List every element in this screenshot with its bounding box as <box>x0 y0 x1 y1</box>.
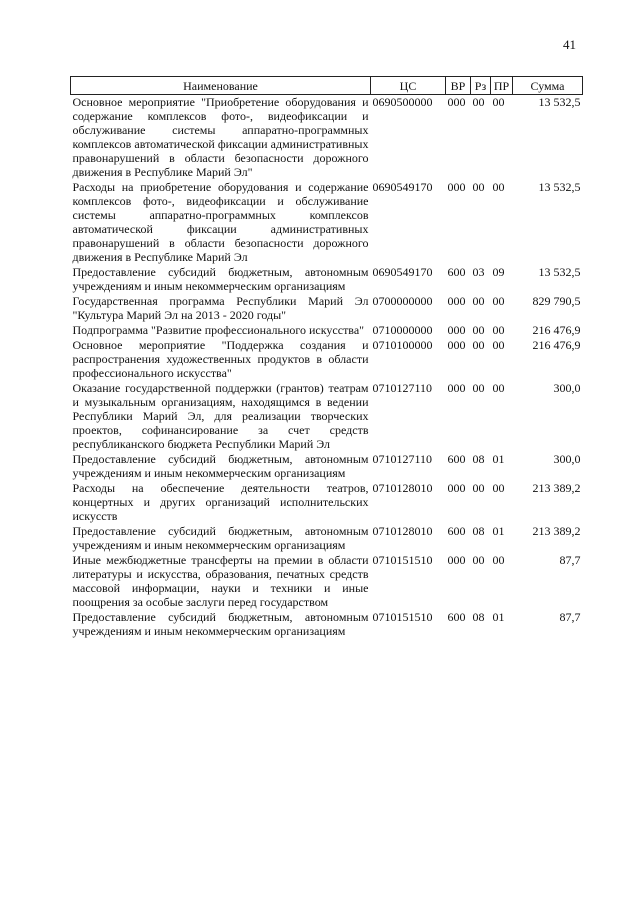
budget-table <box>70 76 583 639</box>
row-cs: 0710128010 <box>372 481 433 495</box>
row-sum: 87,7 <box>559 553 581 567</box>
row-vr: 600 <box>447 524 466 538</box>
row-name: Предоставление субсидий бюджетным, автономным учреждениям и иным некоммерческим организациям <box>72 524 369 552</box>
header-sum: Сумма <box>513 77 583 95</box>
row-name: Расходы на приобретение оборудования и содержание комплексов фото-, видеофиксации и обслуживание системы аппаратно-программных комплексов автоматической фиксации административных правонарушений в области безопасности дорожного движения в Республике Марий Эл <box>72 180 369 264</box>
row-rz: 00 <box>472 481 485 495</box>
table-row <box>71 294 583 323</box>
table-row <box>71 452 583 481</box>
row-name: Основное мероприятие "Приобретение оборудования и содержание комплексов фото-, видеофиксации и обслуживание системы аппаратно-программных комплексов автоматической фиксации административных правонарушений в области безопасности дорожного движения в Республике Марий Эл" <box>72 95 369 179</box>
header-pr: ПР <box>491 77 513 95</box>
row-name: Предоставление субсидий бюджетным, автономным учреждениям и иным некоммерческим организациям <box>72 265 369 293</box>
row-vr: 000 <box>447 95 466 109</box>
row-cs: 0710151510 <box>372 553 433 567</box>
row-name: Расходы на обеспечение деятельности театров, концертных и других организаций исполнительских искусств <box>72 481 369 523</box>
row-sum: 13 532,5 <box>538 265 581 279</box>
row-cs: 0710127110 <box>372 381 433 395</box>
row-pr: 00 <box>492 95 505 109</box>
header-cs: ЦС <box>371 77 446 95</box>
row-cs: 0690549170 <box>372 265 433 279</box>
row-rz: 00 <box>472 95 485 109</box>
row-sum: 829 790,5 <box>532 294 581 308</box>
row-rz: 00 <box>472 381 485 395</box>
row-pr: 01 <box>492 452 505 466</box>
row-sum: 13 532,5 <box>538 180 581 194</box>
row-sum: 216 476,9 <box>532 323 581 337</box>
row-cs: 0710151510 <box>372 610 433 624</box>
row-vr: 000 <box>447 338 466 352</box>
page-number: 41 <box>563 37 576 52</box>
row-pr: 09 <box>492 265 505 279</box>
row-rz: 00 <box>472 338 485 352</box>
row-cs: 0710127110 <box>372 452 433 466</box>
row-vr: 600 <box>447 452 466 466</box>
table-row <box>71 95 583 181</box>
row-rz: 00 <box>472 323 485 337</box>
row-rz: 08 <box>472 524 485 538</box>
row-cs: 0710128010 <box>372 524 433 538</box>
row-rz: 08 <box>472 610 485 624</box>
row-sum: 213 389,2 <box>532 481 581 495</box>
row-sum: 13 532,5 <box>538 95 581 109</box>
row-vr: 600 <box>447 265 466 279</box>
row-name: Подпрограмма "Развитие профессионального искусства" <box>72 323 365 337</box>
table-row <box>71 323 583 338</box>
table-row <box>71 553 583 610</box>
row-rz: 03 <box>472 265 485 279</box>
row-rz: 00 <box>472 294 485 308</box>
row-pr: 00 <box>492 381 505 395</box>
row-cs: 0690549170 <box>372 180 433 194</box>
row-vr: 000 <box>447 294 466 308</box>
row-pr: 00 <box>492 294 505 308</box>
row-name: Государственная программа Республики Марий Эл "Культура Марий Эл на 2013 - 2020 годы" <box>72 294 369 322</box>
table-row <box>71 610 583 639</box>
row-cs: 0710100000 <box>372 338 433 352</box>
header-name: Наименование <box>71 77 371 95</box>
row-vr: 000 <box>447 180 466 194</box>
row-pr: 01 <box>492 610 505 624</box>
header-rz: Рз <box>471 77 491 95</box>
row-pr: 01 <box>492 524 505 538</box>
row-vr: 000 <box>447 381 466 395</box>
row-pr: 00 <box>492 180 505 194</box>
row-name: Основное мероприятие "Поддержка создания и распространения художественных продуктов в области профессионального искусства" <box>72 338 369 380</box>
row-vr: 000 <box>447 553 466 567</box>
table-row <box>71 180 583 265</box>
table-row <box>71 481 583 524</box>
row-sum: 87,7 <box>559 610 581 624</box>
row-pr: 00 <box>492 338 505 352</box>
row-pr: 00 <box>492 323 505 337</box>
row-name: Иные межбюджетные трансферты на премии в области литературы и искусства, образования, печатных средств массовой информации, науки и техники и иные поощрения за особые заслуги перед государством <box>72 553 369 609</box>
row-vr: 000 <box>447 323 466 337</box>
table-row <box>71 381 583 452</box>
row-rz: 00 <box>472 180 485 194</box>
table-row <box>71 338 583 381</box>
row-vr: 000 <box>447 481 466 495</box>
table-header-row <box>71 77 583 95</box>
row-sum: 300,0 <box>553 452 581 466</box>
row-name: Предоставление субсидий бюджетным, автономным учреждениям и иным некоммерческим организациям <box>72 610 369 638</box>
row-rz: 00 <box>472 553 485 567</box>
row-cs: 0700000000 <box>372 294 433 308</box>
table-row <box>71 265 583 294</box>
header-vr: ВР <box>446 77 471 95</box>
row-sum: 300,0 <box>553 381 581 395</box>
row-cs: 0710000000 <box>372 323 433 337</box>
row-name: Предоставление субсидий бюджетным, автономным учреждениям и иным некоммерческим организациям <box>72 452 369 480</box>
row-name: Оказание государственной поддержки (грантов) театрам и музыкальным организациям, находящимся в ведении Республики Марий Эл, для реализации творческих проектов, софинансирование за счет средств республиканского бюджета Республики Марий Эл <box>72 381 369 451</box>
row-sum: 213 389,2 <box>532 524 581 538</box>
row-sum: 216 476,9 <box>532 338 581 352</box>
row-rz: 08 <box>472 452 485 466</box>
row-pr: 00 <box>492 481 505 495</box>
table-row <box>71 524 583 553</box>
row-pr: 00 <box>492 553 505 567</box>
row-cs: 0690500000 <box>372 95 433 109</box>
row-vr: 600 <box>447 610 466 624</box>
